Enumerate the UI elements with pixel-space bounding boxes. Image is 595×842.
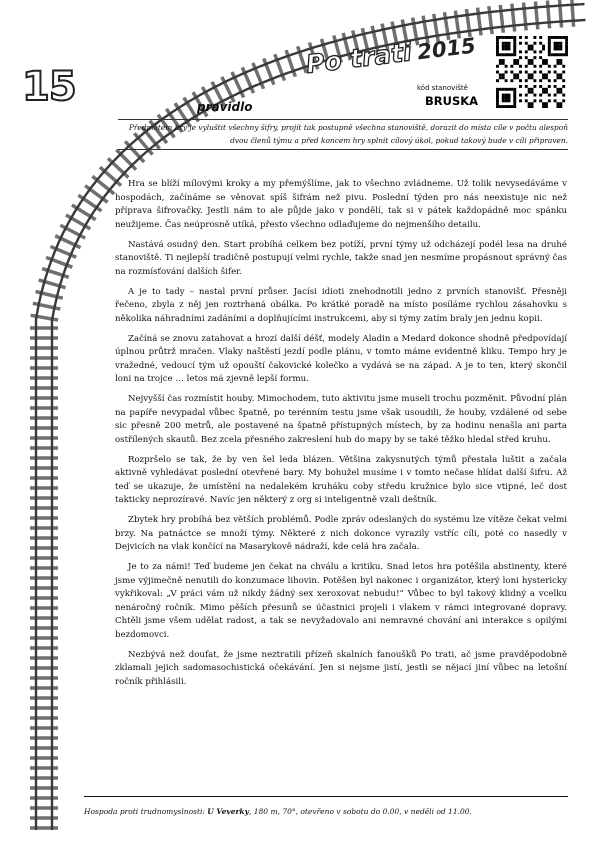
station-code-label: kód stanoviště [417, 84, 468, 92]
qr-code [496, 36, 568, 108]
station-code: BRUSKA [425, 94, 479, 108]
track-sleeper [512, 4, 515, 32]
track-sleeper [478, 8, 482, 36]
track-sleeper [535, 1, 537, 29]
article-paragraph: Je to za námi! Teď budeme jen čekat na chválu a kritiku. Snad letos hra potěšila abstinenty, které jsme výjimečně nenutili do konzumace lihovin. Potěšen byl nakonec i organizátor, který loni hystericky vykřikoval: „V práci vám už nikdy žádný sex xeroxovat nebudu!“ Vůbec to byl takový klidný a vcelku nenáročný ročník. Mimo pěších přesunů se účastnici projeli i vlakem v rámci integrované dopravy. Chtěli jsme všem udělat radost, a tak se nevyžadovalo ani nemravné chování ani interakce s opilými bezdomovci. [115, 562, 567, 640]
track-sleeper [560, 0, 562, 28]
brand-name: Po trati [304, 37, 414, 79]
rule-divider-top [118, 119, 568, 120]
footer-note [84, 807, 568, 816]
track-sleeper [547, 0, 549, 28]
article-paragraph: Začíná se znovu zatahovat a hrozí další déšť, modely Aladin a Medard dokonce shodně předpovídají úplnou průtrž mračen. Vlaky naštěstí jezdí podle plánu, v tomto máme evidentně kliku. Tempo hry je vražedné, vedoucí tým už opouští čakovické kolečko a vydává se na západ. A je to ten, který skončil loni na trojce … letos má zjevně lepší formu. [115, 333, 567, 384]
rule-divider-bottom [118, 149, 568, 150]
footer-details: , 180 m, 70°, otevřeno v sobotu do 0.00, v neděli od 11.00. [248, 807, 472, 816]
article-paragraph: Nastává osudný den. Start probíhá celkem bez potíží, první týmy už odcházejí podél lesa na druhé stanoviště. Ti nejlepší tradičně postupují velmi rychle, takže snad jen nesmíme propásnout správný čas na rozmísťování dalších šifer. [115, 239, 567, 277]
footer-pub-name: U Veverky [207, 807, 249, 816]
article-paragraph: Rozpršelo se tak, že by ven šel leda blázen. Většina zakysnutých týmů přestala luštit a začala aktivně vyhledávat poslední otevřené bary. My bohužel musíme i v tomto nečase hlídat další šifru. Až teď se ukazuje, že umístění na nedalekém kruháku coby středu kružnice bylo sice vtipné, leč dost takticky neprozíravé. Navíc jen některý z org si inteligentně vzali deštník. [115, 454, 567, 505]
article-paragraph: Nezbývá než doufat, že jsme neztratili přízeň skalních fanoušků Po trati, ač jsme pravděpodobně zklamali jejich sadomasochistická očekávání. Jen si nejsme jistí, jestli se nějací jiní vůbec na letošní ročník přihlásili. [115, 649, 567, 687]
track-sleeper [500, 5, 503, 33]
footer-divider [84, 796, 568, 797]
article-body [115, 178, 567, 696]
rule-text: Předmětem hry je vyluštit všechny šifry, projít tak postupně všechna stanoviště, dorazit do místa cíle v počtu alespoň dvou členů týmu a před koncem hry splnit cílový úkol, pokud takový bude v cíli připraven. [128, 123, 568, 145]
brand-year: 2015 [415, 33, 477, 65]
article-paragraph: Hra se blíží mílovými kroky a my přemýšlíme, jak to všechno zvládneme. Už tolik nevysedáváme v hospodách, začínáme se věnovat spíš šifrám než pivu. Poslední týden pro nás neexistuje nic než příprava šifrovačky. Jestli nám to ale půjde jako v pondělí, tak si v pátek každopádně moc spánku neužijeme. Čas neúprosně utíká, přesto všechno odlaďujeme do nejmenšího detailu. [115, 179, 567, 230]
article-paragraph: Nejvyšší čas rozmístit houby. Mimochodem, tuto aktivitu jsme museli trochu pozměnit. Původní plán na papíře nevypadal vůbec špatně, po terénním testu jsme však usoudili, že houby, vzdálené od sebe sic přesně 200 metrů, ale postavené na špatně přístupných místech, by za hodinu nenašla ani parta ostřílených skautů. Bez zcela přesného zakreslení hub do mapy by se také těžko hledal střed kruhu. [115, 394, 567, 445]
article-paragraph: A je to tady – nastal první průser. Jacísi idioti znehodnotili jedno z prvních stanovišť. Přesněji řečeno, zbyla z něj jen roztrhaná obálka. Po krátké poradě na místo posíláme rychlou zásahovku s několika náhradními zadáními a doplňujícími instrukcemi, aby si týmy zatím braly jen jednu kopii. [115, 286, 567, 324]
rule-title: pravidlo [197, 100, 253, 114]
footer-prefix: Hospoda proti trudnomyslnosti: [84, 807, 208, 816]
track-sleeper [524, 3, 527, 31]
track-sleeper [78, 195, 101, 211]
page-number: 15 [22, 64, 76, 110]
article-paragraph: Zbytek hry probíhá bez větších problémů. Podle zpráv odeslaných do systému lze vítěze čekat velmi brzy. Na patnáctce se množí týmy. Některé z nich dokonce vyrazily vstříc cíli, poté co nasedly v Dejvicích na vlak končící na Masarykově nádraží, kde celá hra začala. [115, 515, 567, 552]
track-sleeper [489, 6, 492, 34]
